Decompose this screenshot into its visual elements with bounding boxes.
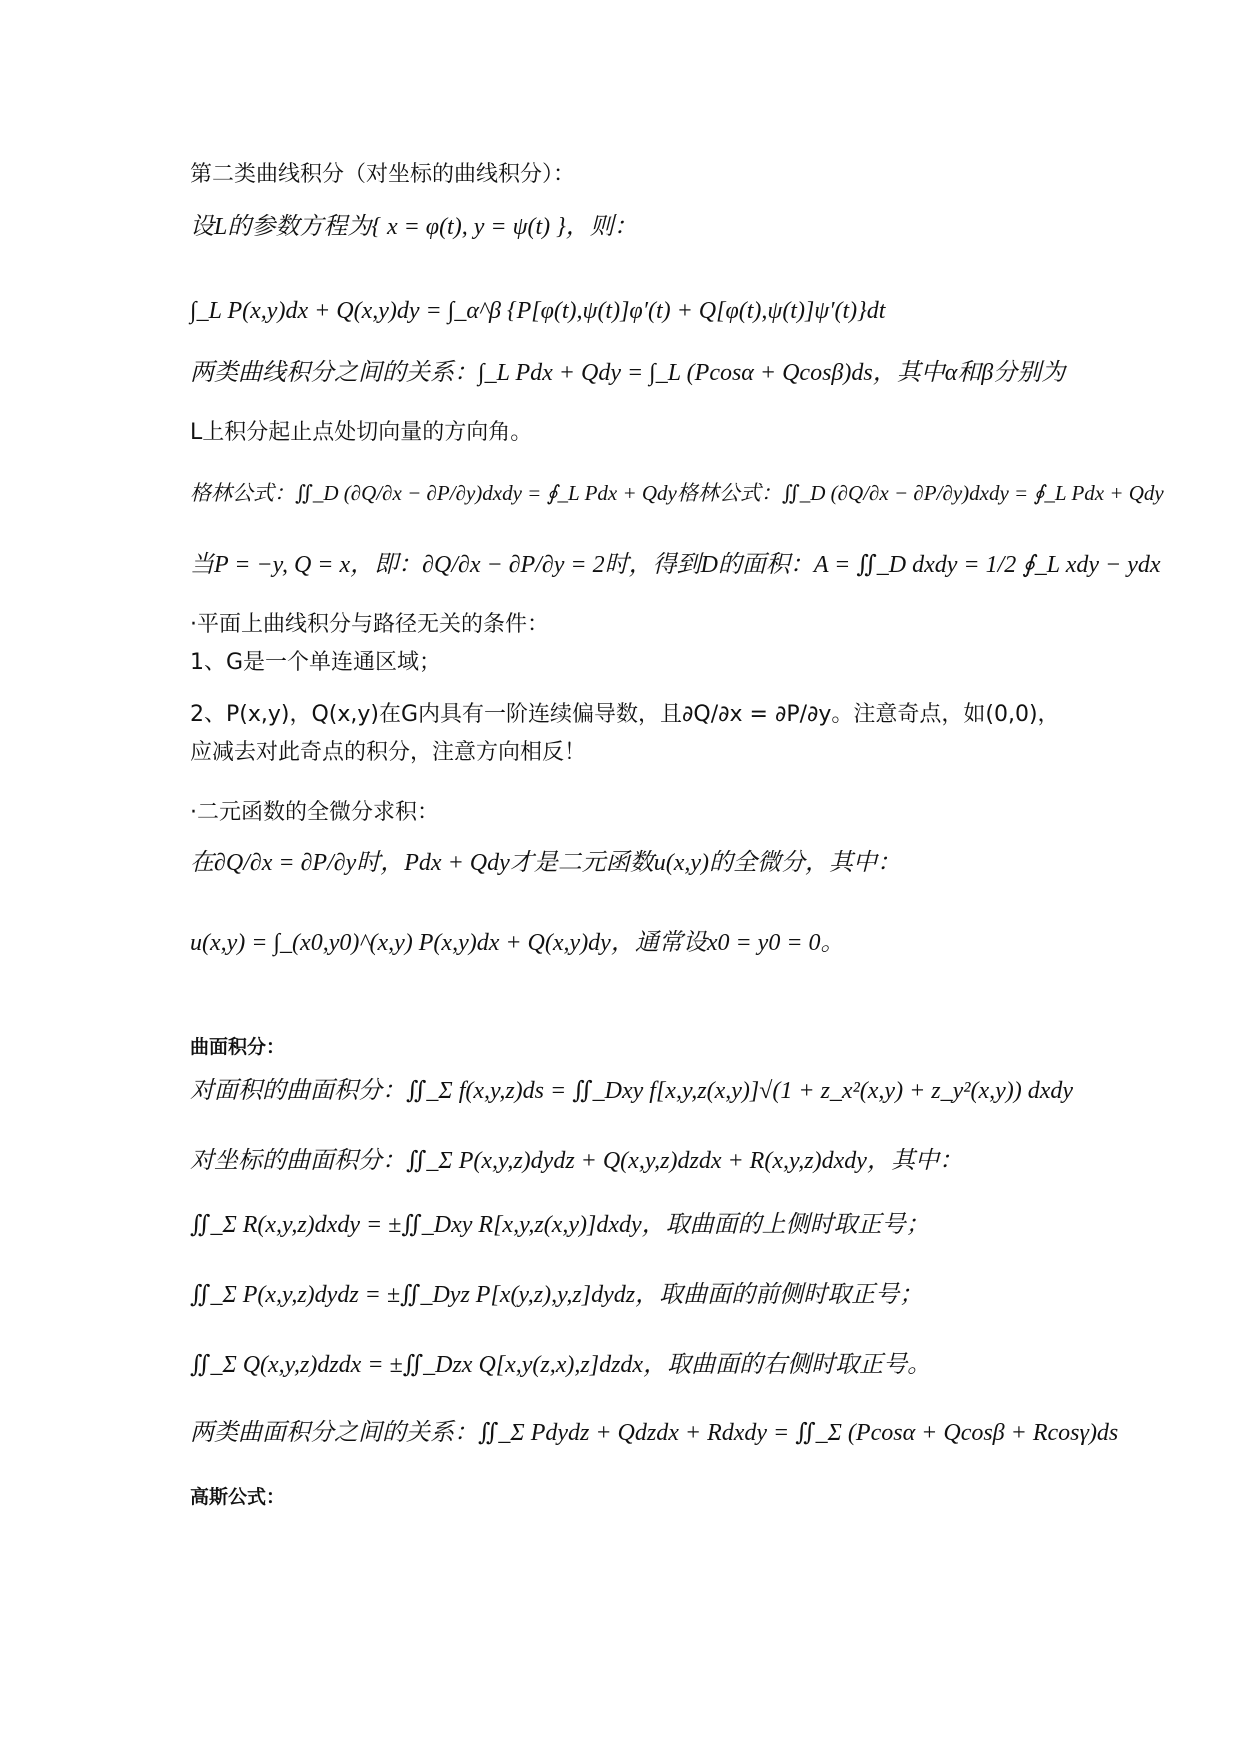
text-tangent-direction: L上积分起止点处切向量的方向角。: [190, 420, 533, 445]
condition-2: 2、P(x,y)，Q(x,y)在G内具有一阶连续偏导数，且∂Q/∂x = ∂P/∂y。注意奇点，如(0,0)，应减去对此奇点的积分，注意方向相反！: [190, 702, 1060, 765]
section-heading-line-integral-2: 第二类曲线积分（对坐标的曲线积分）：: [190, 162, 576, 187]
parametric-equation-line: 设L的参数方程为{ x = φ(t), y = ψ(t) }，则：: [190, 214, 638, 240]
section-heading-gauss: 高斯公式：: [190, 1486, 286, 1508]
formula-area: 当P = −y, Q = x，即：∂Q/∂x − ∂P/∂y = 2时，得到D的面积：A = ∬_D dxdy = 1/2 ∮_L xdy − ydx: [190, 552, 1161, 578]
formula-u-integral: u(x,y) = ∫_(x0,y0)^(x,y) P(x,y)dx + Q(x,y)dy，通常设x0 = y0 = 0。: [190, 930, 845, 956]
condition-1: 1、G是一个单连通区域；: [190, 650, 442, 675]
formula-two-surface-integrals-relation: 两类曲面积分之间的关系：∬_Σ Pdydz + Qdzdx + Rdxdy = ∬_Σ (Pcosα + Qcosβ + Rcosγ)ds: [190, 1420, 1119, 1446]
formula-surface-R: ∬_Σ R(x,y,z)dxdy = ±∬_Dxy R[x,y,z(x,y)]dxdy，取曲面的上侧时取正号；: [190, 1212, 930, 1238]
formula-surface-P: ∬_Σ P(x,y,z)dydz = ±∬_Dyz P[x(y,z),y,z]dydz，取曲面的前侧时取正号；: [190, 1282, 924, 1308]
formula-surface-area-integral: 对面积的曲面积分：∬_Σ f(x,y,z)ds = ∬_Dxy f[x,y,z(x,y)]√(1 + z_x²(x,y) + z_y²(x,y)) dxdy: [190, 1078, 1074, 1104]
heading-path-independence: ·平面上曲线积分与路径无关的条件：: [190, 612, 549, 637]
formula-green: 格林公式：∬_D (∂Q/∂x − ∂P/∂y)dxdy = ∮_L Pdx + Qdy格林公式：∬_D (∂Q/∂x − ∂P/∂y)dxdy = ∮_L Pdx + Qdy: [190, 481, 1164, 505]
formula-line-integral-param: ∫_L P(x,y)dx + Q(x,y)dy = ∫_α^β {P[φ(t),ψ(t)]φ′(t) + Q[φ(t),ψ(t)]ψ′(t)}dt: [190, 298, 886, 324]
formula-two-line-integrals-relation: 两类曲线积分之间的关系：∫_L Pdx + Qdy = ∫_L (Pcosα + Qcosβ)ds，其中α和β分别为: [190, 360, 1066, 386]
heading-total-differential: ·二元函数的全微分求积：: [190, 800, 439, 825]
formula-surface-coordinate-integral: 对坐标的曲面积分：∬_Σ P(x,y,z)dydz + Q(x,y,z)dzdx + R(x,y,z)dxdy，其中：: [190, 1148, 963, 1174]
formula-total-differential-condition: 在∂Q/∂x = ∂P/∂y时，Pdx + Qdy才是二元函数u(x,y)的全微分，其中：: [190, 850, 902, 876]
formula-surface-Q: ∬_Σ Q(x,y,z)dzdx = ±∬_Dzx Q[x,y(z,x),z]dzdx，取曲面的右侧时取正号。: [190, 1352, 932, 1378]
section-heading-surface-integral: 曲面积分：: [190, 1036, 286, 1058]
